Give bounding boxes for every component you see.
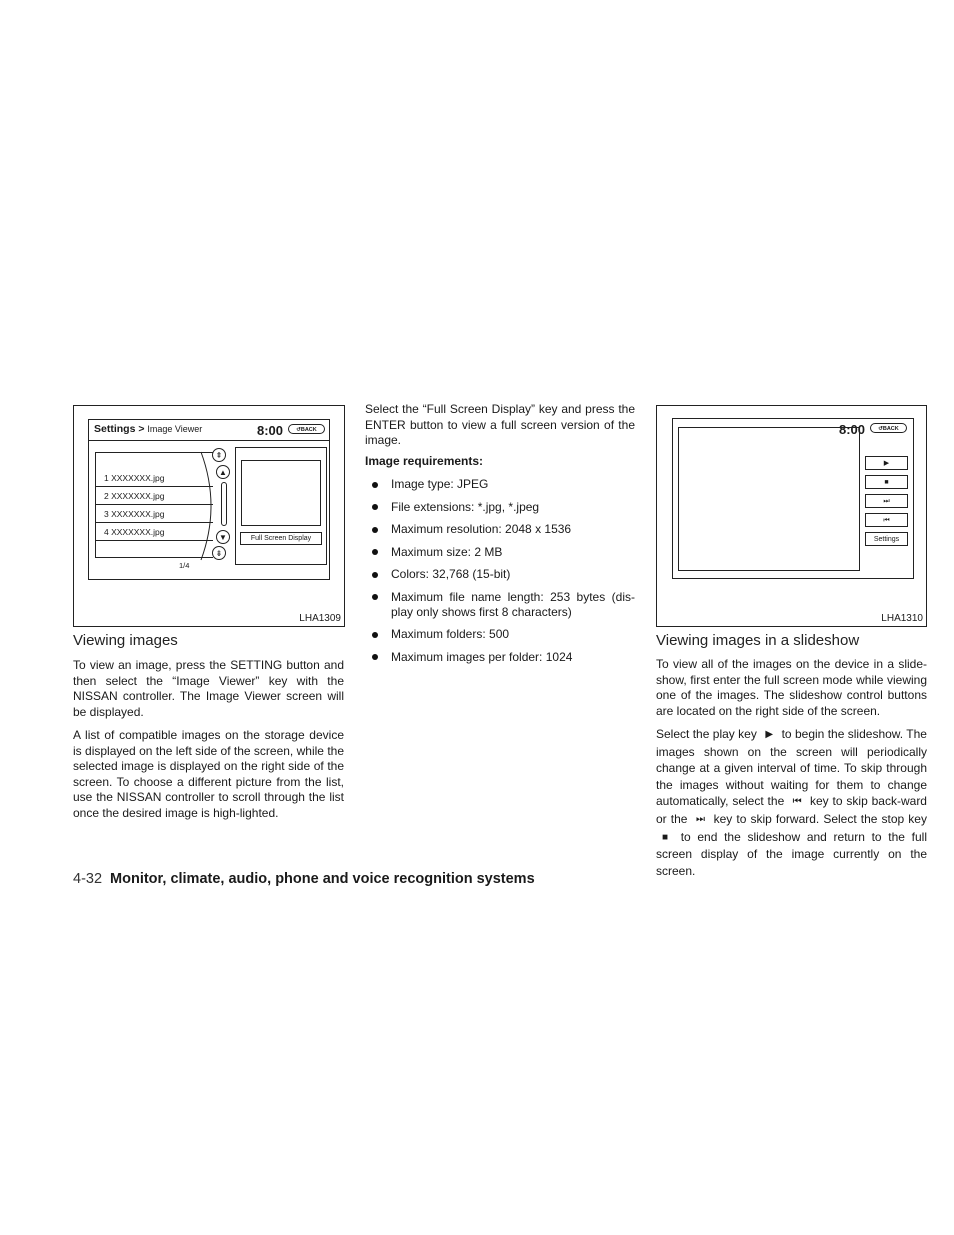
page-number: 4-32 bbox=[73, 871, 103, 887]
paragraph: To view an image, press the SETTING button and then select the “Image Viewer” key with the NISSAN controller. The Image Viewer screen will be displayed. bbox=[73, 658, 344, 719]
list-item: Maximum size: 2 MB bbox=[366, 545, 635, 560]
slideshow-screen bbox=[672, 418, 914, 579]
bullet-icon bbox=[372, 572, 378, 578]
paragraph: Select the “Full Screen Display” key and press the ENTER button to view a full screen version of the image. bbox=[365, 402, 635, 448]
scroll-down-icon[interactable]: ▼ bbox=[216, 530, 230, 544]
list-item[interactable]: 3 XXXXXXX.jpg bbox=[96, 505, 213, 523]
screen-title: Settings > Image Viewer bbox=[94, 423, 203, 435]
paragraph: Select the play key ▶ to begin the slideshow. The images shown on the screen will periodically change at a given interval of time. To skip through the images without waiting for them to change automatically, select the ⏮ key to skip back-ward or the ⏭ key to skip forward. Select the stop key ■ to end the slideshow and return to the full screen display of the image currently on the screen. bbox=[656, 727, 927, 878]
scroll-up-icon[interactable]: ▲ bbox=[216, 465, 230, 479]
skip-forward-button[interactable] bbox=[865, 494, 908, 508]
paragraph: To view all of the images on the device in a slide-show, first enter the full screen mode while viewing one of the images. The slideshow control buttons are located on the right side of the screen. bbox=[656, 657, 927, 718]
back-arrow-icon: ↺ bbox=[878, 426, 883, 432]
stop-icon: ■ bbox=[884, 479, 889, 486]
back-button[interactable]: ↺BACK bbox=[288, 424, 325, 434]
scroll-bottom-icon[interactable]: ⇟ bbox=[212, 546, 226, 560]
skip-backward-icon: ⏮ bbox=[883, 517, 890, 524]
stop-icon: ■ bbox=[661, 831, 669, 843]
viewing-images-heading: Viewing images bbox=[73, 632, 178, 649]
list-item: Maximum resolution: 2048 x 1536 bbox=[366, 522, 635, 537]
play-icon: ▶ bbox=[765, 729, 774, 740]
scrollbar[interactable] bbox=[221, 482, 227, 526]
full-image-area bbox=[678, 427, 860, 571]
bullet-icon bbox=[372, 654, 378, 660]
back-arrow-icon: ↺ bbox=[296, 427, 301, 433]
bullet-icon bbox=[372, 482, 378, 488]
clock: 8:00 bbox=[257, 423, 284, 438]
requirements-list bbox=[366, 477, 635, 672]
list-item: Maximum folders: 500 bbox=[366, 627, 635, 642]
paragraph: A list of compatible images on the storage device is displayed on the left side of the screen, while the selected image is displayed on the right side of the screen. To choose a different picture from the list, use the NISSAN controller to scroll through the list once the desired image is high-lighted. bbox=[73, 728, 344, 820]
skip-forward-icon: ⏭ bbox=[696, 813, 706, 825]
play-icon: ▶ bbox=[883, 460, 890, 467]
list-item: Image type: JPEG bbox=[366, 477, 635, 492]
play-button[interactable] bbox=[865, 456, 908, 470]
list-item[interactable]: 2 XXXXXXX.jpg bbox=[96, 487, 213, 505]
figure-code: LHA1309 bbox=[299, 613, 341, 624]
full-screen-display-button[interactable]: Full Screen Display bbox=[240, 532, 322, 545]
scroll-top-icon[interactable]: ⇞ bbox=[212, 448, 226, 462]
back-button[interactable]: ↺BACK bbox=[870, 423, 907, 433]
image-list bbox=[95, 452, 213, 558]
bullet-icon bbox=[372, 549, 378, 555]
clock: 8:00 bbox=[839, 422, 866, 437]
header-divider bbox=[89, 440, 329, 441]
list-item: File extensions: *.jpg, *.jpeg bbox=[366, 500, 635, 515]
list-item[interactable]: 4 XXXXXXX.jpg bbox=[96, 523, 213, 541]
bullet-icon bbox=[372, 527, 378, 533]
bullet-icon bbox=[372, 504, 378, 510]
preview-panel bbox=[235, 447, 327, 565]
skip-forward-icon: ⏭ bbox=[883, 498, 890, 505]
preview-image bbox=[241, 460, 321, 526]
skip-backward-icon: ⏮ bbox=[792, 796, 802, 808]
image-requirements-heading: Image requirements: bbox=[365, 454, 484, 468]
bullet-icon bbox=[372, 632, 378, 638]
list-item: Maximum images per folder: 1024 bbox=[366, 650, 635, 665]
page-indicator: 1/4 bbox=[179, 561, 190, 570]
image-viewer-screen bbox=[88, 419, 330, 580]
skip-backward-button[interactable] bbox=[865, 513, 908, 527]
stop-button[interactable] bbox=[865, 475, 908, 489]
figure-slideshow bbox=[656, 405, 927, 627]
settings-button[interactable]: Settings bbox=[865, 532, 908, 546]
list-item[interactable]: 1 XXXXXXX.jpg bbox=[96, 469, 213, 487]
list-item: Colors: 32,768 (15-bit) bbox=[366, 567, 635, 582]
bullet-icon bbox=[372, 594, 378, 600]
section-title: Monitor, climate, audio, phone and voice recognition systems bbox=[110, 871, 535, 887]
figure-code: LHA1310 bbox=[881, 613, 923, 624]
page-footer bbox=[73, 871, 535, 887]
list-item: Maximum file name length: 253 bytes (dis-play only shows first 8 characters) bbox=[366, 590, 635, 620]
viewing-slideshow-heading: Viewing images in a slideshow bbox=[656, 632, 860, 649]
figure-image-viewer bbox=[73, 405, 345, 627]
